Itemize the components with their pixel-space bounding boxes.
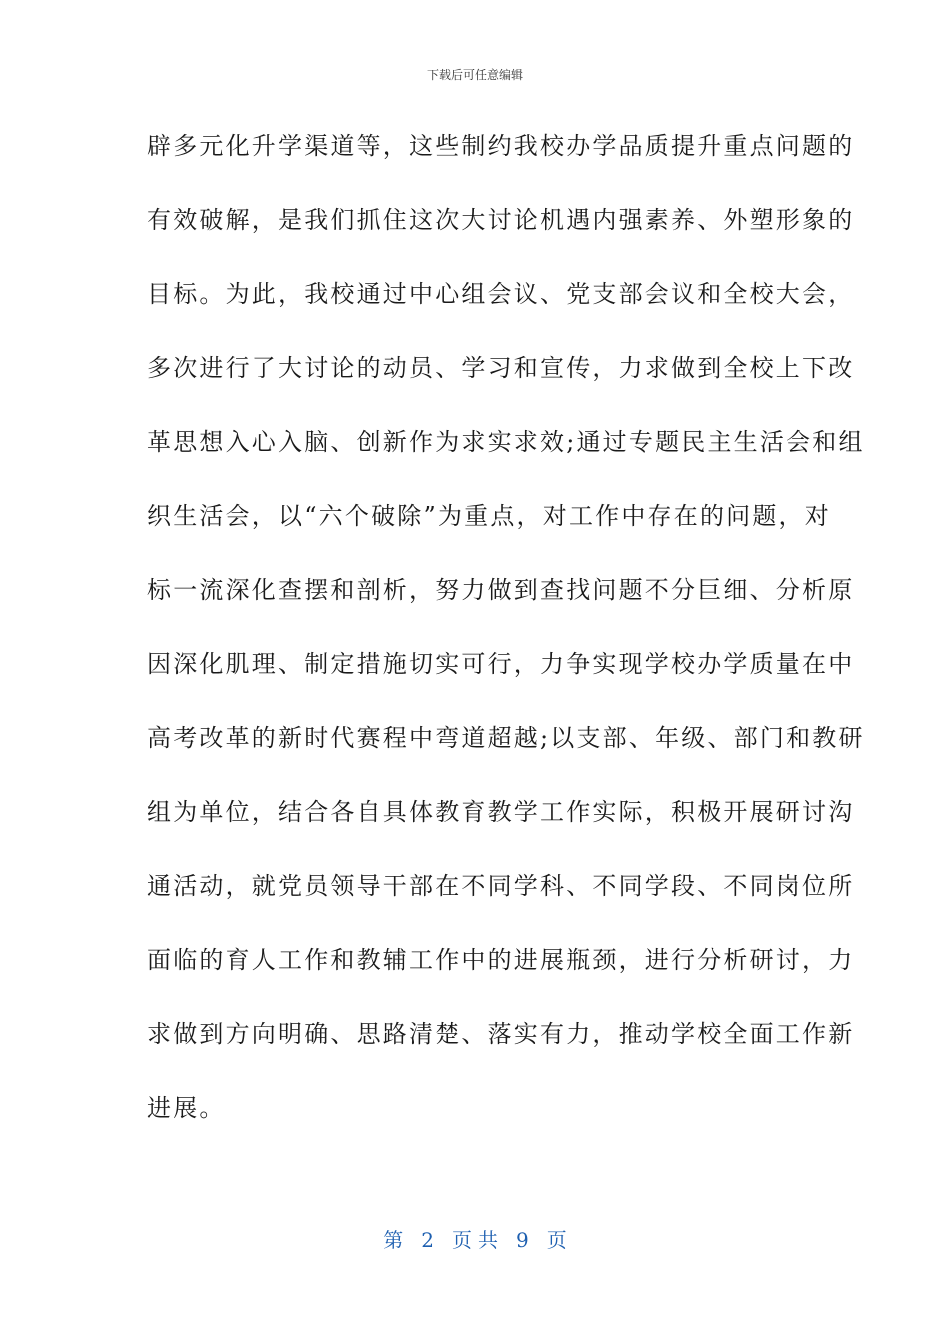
page-footer bbox=[0, 1224, 950, 1253]
text-line: 多次进行了大讨论的动员、学习和宣传，力求做到全校上下改 bbox=[147, 354, 855, 382]
text-line: 组为单位，结合各自具体教育教学工作实际，积极开展研讨沟 bbox=[147, 798, 855, 826]
body-paragraph bbox=[147, 126, 865, 1162]
header-note: 下载后可任意编辑 bbox=[426, 68, 523, 82]
page-number-current: 2 bbox=[421, 1228, 434, 1252]
footer-label-ye: 页 bbox=[452, 1228, 472, 1252]
footer-label-ye-end: 页 bbox=[546, 1228, 567, 1252]
text-line: 辟多元化升学渠道等，这些制约我校办学品质提升重点问题的 bbox=[147, 132, 855, 160]
text-line: 面临的育人工作和教辅工作中的进展瓶颈，进行分析研讨，力 bbox=[147, 946, 855, 974]
text-line: 通活动，就党员领导干部在不同学科、不同学段、不同岗位所 bbox=[147, 872, 855, 900]
footer-label-di: 第 bbox=[383, 1228, 404, 1252]
text-line: 目标。为此，我校通过中心组会议、党支部会议和全校大会， bbox=[147, 280, 855, 308]
text-line: 有效破解，是我们抓住这次大讨论机遇内强素养、外塑形象的 bbox=[147, 206, 855, 234]
text-line: 织生活会，以“六个破除”为重点，对工作中存在的问题，对 bbox=[147, 502, 831, 530]
text-line: 求做到方向明确、思路清楚、落实有力，推动学校全面工作新 bbox=[147, 1020, 855, 1048]
text-line: 高考改革的新时代赛程中弯道超越;以支部、年级、部门和教研 bbox=[147, 724, 865, 752]
text-line: 进展。 bbox=[147, 1094, 226, 1122]
footer-label-gong: 共 bbox=[478, 1228, 498, 1252]
text-line: 因深化肌理、制定措施切实可行，力争实现学校办学质量在中 bbox=[147, 650, 855, 678]
text-line: 标一流深化查摆和剖析，努力做到查找问题不分巨细、分析原 bbox=[147, 576, 855, 604]
page-number-total: 9 bbox=[516, 1228, 529, 1252]
text-line: 革思想入心入脑、创新作为求实求效;通过专题民主生活会和组 bbox=[147, 428, 865, 456]
